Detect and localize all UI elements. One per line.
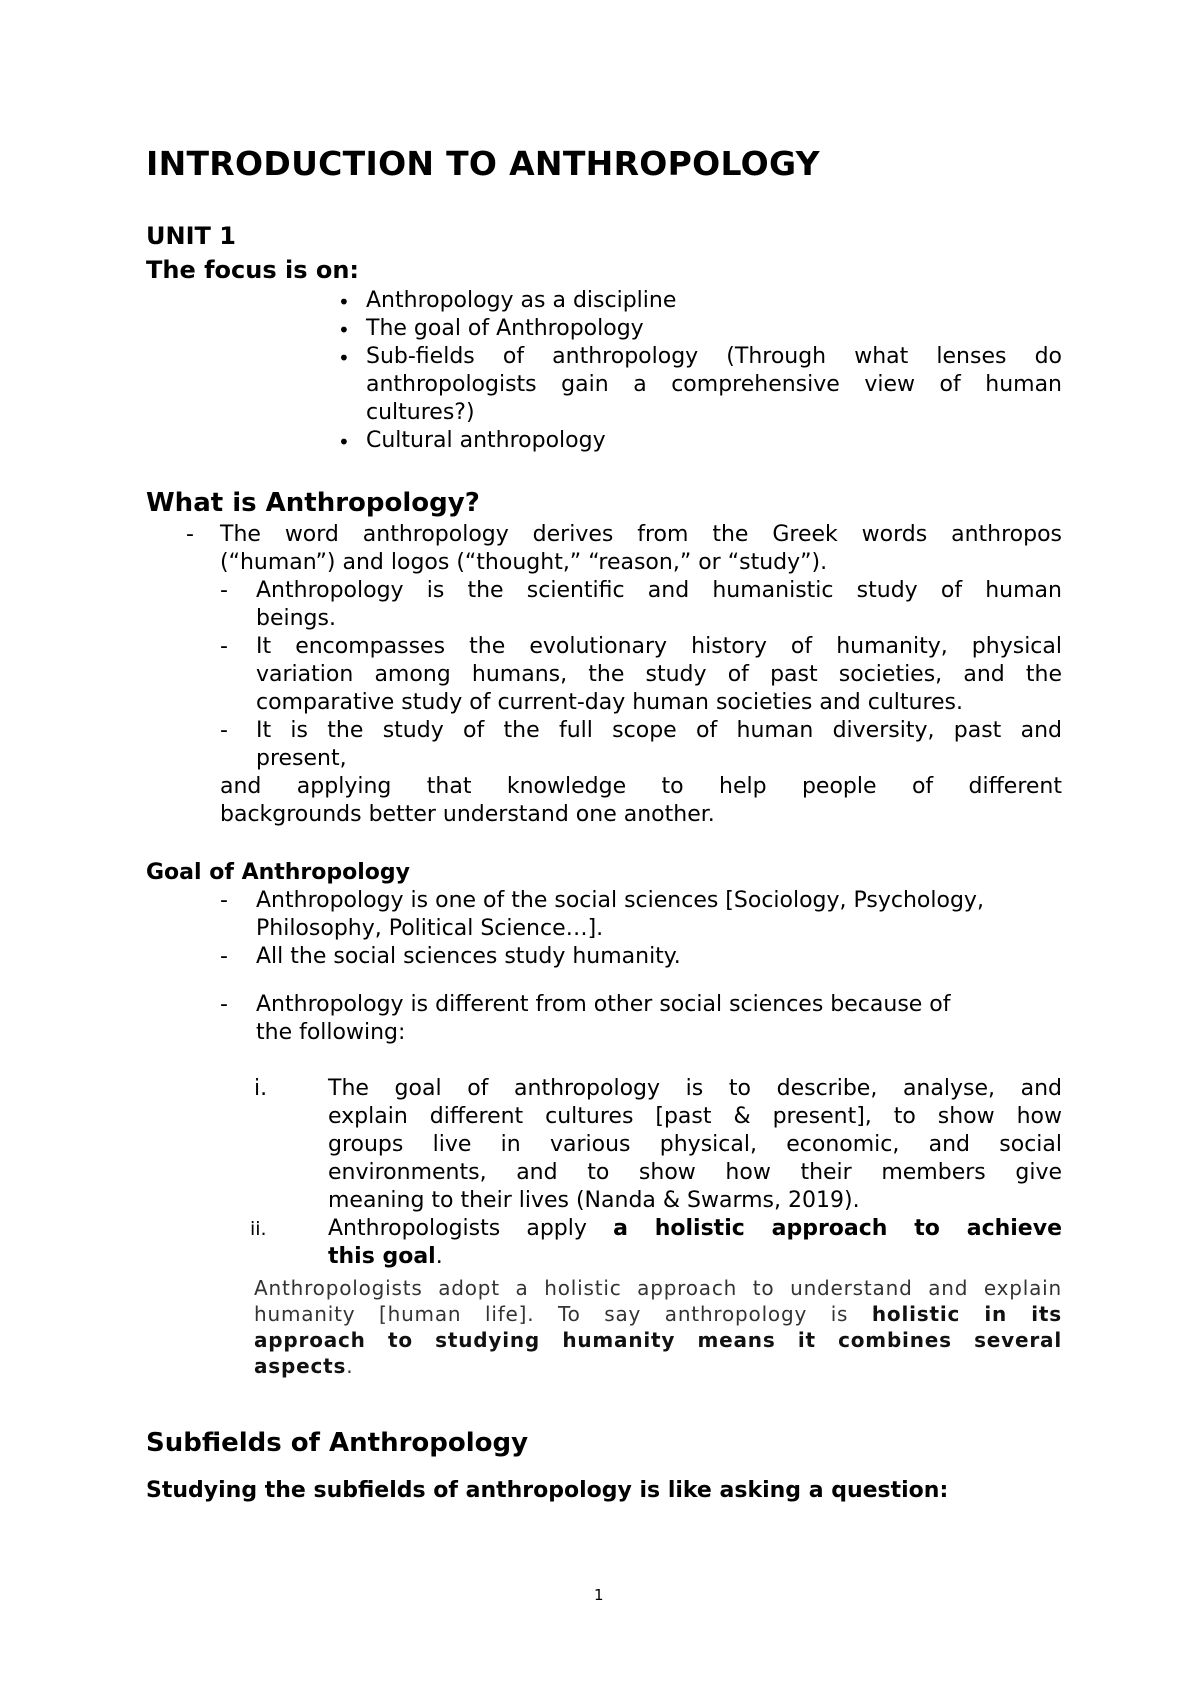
- dash-marker: -: [220, 578, 228, 603]
- bold-text-run: aspects: [254, 1354, 347, 1378]
- roman-marker: ii.: [250, 1218, 267, 1240]
- list-item-line: environments, and to show how their members give: [328, 1160, 1062, 1185]
- list-item: Cultural anthropology: [366, 428, 606, 453]
- bold-text-run: approach to studying humanity means it combines several: [254, 1328, 1062, 1352]
- list-item-line: [328, 1216, 1062, 1241]
- paragraph-line: beings.: [256, 606, 336, 631]
- note-line: Anthropologists adopt a holistic approach to understand and explain: [254, 1276, 1062, 1300]
- list-item-line: groups live in various physical, economic, and social: [328, 1132, 1062, 1157]
- list-item: The goal of Anthropology: [366, 316, 644, 341]
- dash-marker: -: [220, 718, 228, 743]
- note-line: [254, 1354, 353, 1378]
- list-item: Sub-fields of anthropology (Through what lenses do: [366, 344, 1062, 369]
- bullet-icon: •: [338, 346, 350, 370]
- paragraph-line: The word anthropology derives from the Greek words anthropos: [220, 522, 1062, 547]
- document-title: INTRODUCTION TO ANTHROPOLOGY: [146, 144, 820, 183]
- subfields-intro: Studying the subfields of anthropology is like asking a question:: [146, 1478, 949, 1503]
- paragraph-line: (“human”) and logos (“thought,” “reason,” or “study”).: [220, 550, 828, 575]
- paragraph-line: All the social sciences study humanity.: [256, 944, 681, 969]
- list-item-continued: cultures?): [366, 400, 475, 425]
- focus-heading: The focus is on:: [146, 256, 360, 284]
- text-run: humanity [human life]. To say anthropology is: [254, 1302, 872, 1326]
- dash-marker: -: [220, 634, 228, 659]
- paragraph-line: the following:: [256, 1020, 406, 1045]
- paragraph-line: It is the study of the full scope of human diversity, past and: [256, 718, 1062, 743]
- page-number: 1: [594, 1586, 604, 1604]
- list-item: Anthropology as a discipline: [366, 288, 677, 313]
- what-heading: What is Anthropology?: [146, 488, 480, 518]
- note-line: [254, 1328, 1062, 1352]
- paragraph-line: backgrounds better understand one another.: [220, 802, 715, 827]
- list-item-line: explain different cultures [past & present], to show how: [328, 1104, 1062, 1129]
- dash-marker: -: [220, 944, 228, 969]
- roman-marker: i.: [254, 1076, 268, 1101]
- note-line: [254, 1302, 1062, 1326]
- bullet-icon: •: [338, 318, 350, 342]
- text-run: .: [346, 1354, 354, 1378]
- paragraph-line: Anthropology is the scientific and humanistic study of human: [256, 578, 1062, 603]
- paragraph-line: variation among humans, the study of past societies, and the: [256, 662, 1062, 687]
- goal-heading: Goal of Anthropology: [146, 860, 410, 885]
- bold-text-run: this goal: [328, 1244, 436, 1269]
- paragraph-line: comparative study of current-day human societies and cultures.: [256, 690, 963, 715]
- list-item-line: meaning to their lives (Nanda & Swarms, 2019).: [328, 1188, 860, 1213]
- paragraph-line: Philosophy, Political Science…].: [256, 916, 604, 941]
- list-item-line: [328, 1244, 443, 1269]
- list-item-line: The goal of anthropology is to describe, analyse, and: [328, 1076, 1062, 1101]
- paragraph-line: Anthropology is different from other social sciences because of: [256, 992, 951, 1017]
- list-item-continued: anthropologists gain a comprehensive view of human: [366, 372, 1062, 397]
- paragraph-line: present,: [256, 746, 347, 771]
- subfields-heading: Subfields of Anthropology: [146, 1428, 529, 1458]
- bold-text-run: a holistic approach to achieve: [613, 1216, 1062, 1241]
- text-run: .: [435, 1244, 443, 1269]
- bullet-icon: •: [338, 430, 350, 454]
- paragraph-line: It encompasses the evolutionary history of humanity, physical: [256, 634, 1062, 659]
- bullet-icon: •: [338, 290, 350, 314]
- paragraph-line: Anthropology is one of the social sciences [Sociology, Psychology,: [256, 888, 984, 913]
- dash-marker: -: [220, 888, 228, 913]
- bold-text-run: holistic in its: [871, 1302, 1062, 1326]
- dash-marker: -: [186, 522, 194, 547]
- dash-marker: -: [220, 992, 228, 1017]
- text-run: Anthropologists apply: [328, 1216, 614, 1241]
- paragraph-line: and applying that knowledge to help people of different: [220, 774, 1062, 799]
- unit-label: UNIT 1: [146, 222, 236, 250]
